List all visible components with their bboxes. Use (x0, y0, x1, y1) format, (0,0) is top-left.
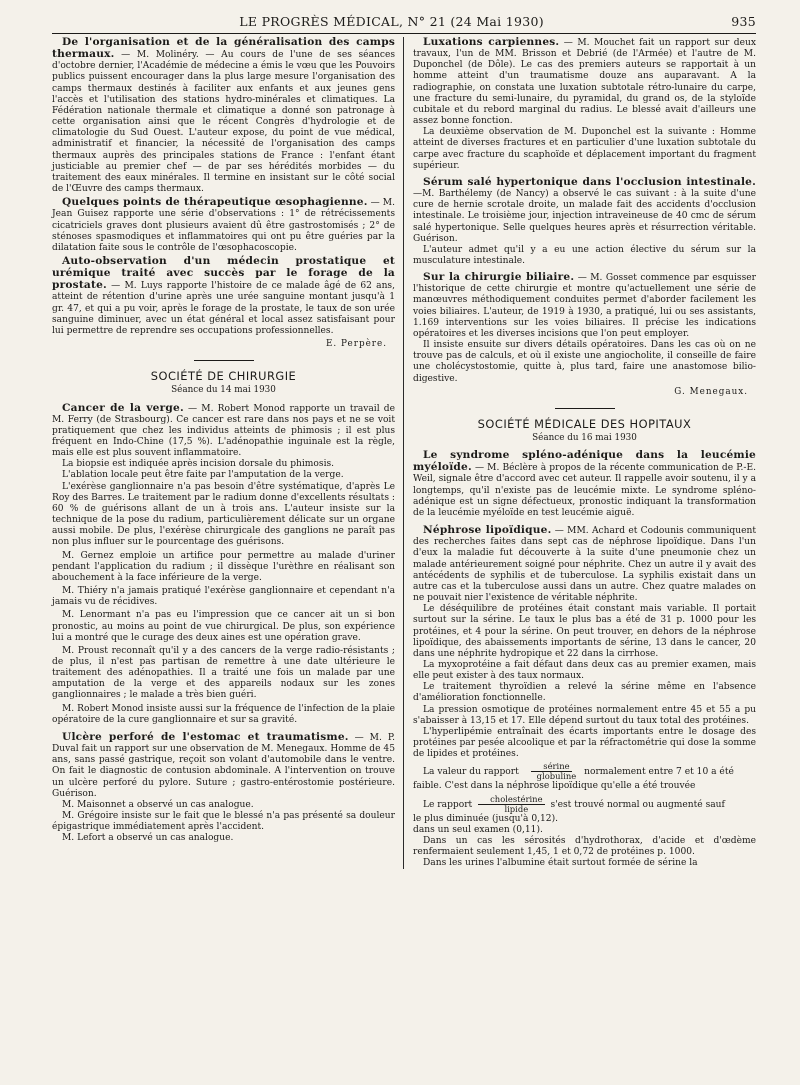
paragraph: M. Gernez emploie un artifice pour permettre au malade d'uriner pendant l'application du radium ; il dissèque l'urèthre en réalisant son abouchement à la face inférieure de la verge. (52, 550, 395, 583)
fraction-denominator: lipide (504, 803, 529, 814)
paragraph: Le traitement thyroïdien a relevé la sérine même en l'absence d'amélioration fonctionnelle. (413, 682, 756, 704)
fraction-denominator: globuline (536, 771, 577, 782)
paragraph: M. Lefort a observé un cas analogue. (62, 833, 234, 844)
left-column (52, 37, 403, 869)
article-perforated-ulcer (52, 732, 395, 800)
society-heading: SOCIÉTÉ DE CHIRURGIE (150, 369, 297, 384)
article-splenoadenic (413, 450, 756, 519)
society-heading: SOCIÉTÉ MÉDICALE DES HOPITAUX (477, 416, 692, 431)
paragraph: La myxoprotéine a fait défaut dans deux cas au premier examen, mais elle peut exister à des taux normaux. (413, 659, 756, 682)
paragraph: — M. P. Duval fait un rapport sur une observation de M. Menegaux. Homme de 45 ans, sans passé gastrique, reçoit son volant d'automobile dans le ventre. On fait le diagnostic de contusion abdominale. A l'intervention on trouve un ulcère perforé du pylore. Suture ; gastro-entérostomie postérieure. Guérison. (52, 732, 395, 799)
text-span: Le rapport (423, 799, 473, 810)
paragraph: Le déséquilibre de protéines était constant mais variable. Il portait surtout sur la sérine. Le taux le plus bas a été de 31 p. 1000 pour les protéines, et 4 pour la sérine. On peut trouver, en dehors de la néphrose lipoïdique, des abaissements importants de sérine, 13 dans le cancer, 20 dans une néphrite hydropique et 22 dans la cirrhose. (413, 604, 756, 659)
paragraph: —M. Barthélemy (de Nancy) a observé le cas suivant : à la suite d'une cure de hernie scrotale droite, un malade fait des accidents d'occlusion intestinale. Le troisième jour, injection intraveineuse de 40 cmc de sérum salé hypertonique. Selle quelques heures après et résurrection véritable. Guérison. (413, 189, 756, 244)
article-esophagus (52, 197, 395, 254)
paragraph: Il insiste ensuite sur divers détails opératoires. Dans les cas où on ne trouve pas de calculs, et où il existe une angiocholite, il conseille de faire une cholécystostomie, quitte à, plus tard, faire une anastomose bilio-digestive. (413, 340, 756, 384)
article-title: Sérum salé hypertonique dans l'occlusion intestinale. (423, 175, 756, 188)
ratio-sentence-1 (413, 762, 756, 781)
paragraph: le plus diminuée (jusqu'à 0,12). (413, 813, 559, 824)
fraction-cholesterine-lipide (478, 795, 544, 814)
paragraph: — M. Robert Monod rapporte un travail de M. Ferry (de Strasbourg). Ce cancer est rare dans nos pays et ne se voit pratiquement que chez les individus atteints de phimosis ; il est plus fréquent en Indo-Chine (17,5 %). L'adénopathie inguinale est la règle, mais elle est plus souvent inflammatoire. (52, 403, 395, 459)
paragraph: L'ablation locale peut être faite par l'amputation de la verge. (62, 470, 344, 481)
paragraph: — M. Molinéry. — Au cours de l'une de ses séances d'octobre dernier, l'Académie de médecine a émis le vœu que les Pouvoirs publics puissent encourager dans la plus large mesure l'organisation des camps thermaux destinés à faciliter aux enfants et aux jeunes gens l'accès et l'utilisation des stations hydro-minérales et climatiques. La Fédération nationale thermale et climatique a donné son patronage à cette organisation ainsi que le récent Congrès d'hydrologie et de climatologie du Sud Ouest. L'auteur expose, du point de vue médical, administratif et financier, la nécessité de l'organisation des camps thermaux auprès des principales stations de France : l'enfant étant justiciable au premier chef — de par ses hérédités morbides — du traitement des eaux minérales. Il termine en insistant sur le côté social de l'Œuvre des camps thermaux. (52, 50, 395, 195)
paragraph: L'hyperlipémie entraînait des écarts importants entre le dosage des protéines par pesée alcoolique et par la réfractométrie qui dose la somme de lipides et protéines. (413, 726, 756, 760)
signature: G. Menegaux. (674, 386, 748, 397)
article-penile-cancer (52, 403, 395, 460)
paragraph: La pression osmotique de protéines normalement entre 45 et 55 a pu s'abaisser à 13,15 et 17. Elle dépend surtout du taux total des protéines. (413, 704, 756, 726)
paragraph: L'exérèse ganglionnaire n'a pas besoin d'être systématique, d'après Le Roy des Barres. Le traitement par le radium donne d'excellents résultats : 60 % de guérisons allant de un à trois ans. L'auteur insiste sur la technique de la pose du radium, particulièrement délicate sur un organe aussi mobile. De plus, l'exérèse chirurgicale des ganglions ne paraît pas non plus influer sur le pourcentage des guérisons. (52, 481, 395, 548)
section-divider (194, 360, 254, 361)
article-thermal-camps (52, 37, 395, 195)
paragraph: — M. Jean Guisez rapporte une série d'observations : 1° de rétrécissements cicatriciels graves dont plusieurs avaient dû être gastrostomisés ; 2° de sténoses spasmodiques et inflammatoires qui ont pu être guéries par la dilatation faite sous le contrôle de l'œsophacoscopie. (52, 198, 395, 253)
article-title: Auto-observation d'un médecin prostatique et urémique traité avec succès par le forage de la prostate. (52, 254, 395, 292)
article-biliary-surgery (413, 272, 756, 340)
session-date: Séance du 14 mai 1930 (171, 385, 276, 396)
signature: E. Perpère. (326, 339, 387, 350)
article-lipoid-nephrosis (413, 525, 756, 604)
paragraph: — M. Mouchet fait un rapport sur deux travaux, l'un de MM. Brisson et Debrié (de l'Armée) et l'autre de M. Duponchel (de Dôle). Le cas des premiers auteurs se rapportait à un homme atteint d'un traumatisme douze ans auparavant. A la radiographie, on constata une luxation subtotale rétro-lunaire du carpe, une fracture du semi-lunaire, du pyramidal, du grand os, de la styloïde cubitale et du rebord marginal du radius. Le blessé avait d'ailleurs une assez bonne fonction. (413, 38, 756, 127)
article-title: Luxations carpiennes. (423, 36, 560, 48)
paragraph: — M. Béclère à propos de la récente communication de P.-E. Weil, signale être d'accord avec cet auteur. Il rappelle avoir soutenu, il y a longtemps, qu'il n'existe pas de leucémie mixte. Le syndrome spléno-adénique est un signe défectueux, pronostic indiquant la transformation de la leucémie myéloïde en test leucémie aiguë. (413, 463, 756, 518)
paragraph: faible. C'est dans la néphrose lipoïdique qu'elle a été trouvée (413, 781, 696, 792)
article-prostate (52, 256, 395, 337)
two-columns (52, 37, 756, 869)
paragraph: — MM. Achard et Codounis communiquent des recherches faites dans sept cas de néphrose lipoïdique. Dans l'un d'eux la maladie fut découverte à la suite d'une pneumonie chez un malade antérieurement soigné pour néphrite. Chez un autre il y avait des antécédents de syphilis et de tuberculose. La syphilis existait dans un autre cas et la tuberculose aussi dans un autre. Chez quatre malades on ne pouvait nier l'existence de véritable néphrite. (413, 526, 756, 604)
paragraph: — M. Luys rapporte l'histoire de ce malade âgé de 62 ans, atteint de rétention d'urine après une urée sanguine montant jusqu'à 1 gr. 47, et qui a pu voir, après le forage de la prostate, le taux de son urée sanguine diminuer, avec un état général et local assez satisfaisant pour lui permettre de reprendre ses occupations professionnelles. (52, 281, 395, 336)
paragraph: — M. Gosset commence par esquisser l'historique de cette chirurgie et montre qu'actuellement une série de manœuvres méthodiquement conduites permet d'aborder facilement les voies biliaires. L'auteur, de 1919 à 1930, a pratiqué, lui ou ses assistants, 1.169 interventions sur les voies biliaires. Il précise les indications opératoires et les diverses incisions que l'on peut employer. (413, 273, 756, 339)
right-column (403, 37, 756, 869)
article-title: Sur la chirurgie biliaire. (423, 271, 575, 284)
text-span: normalement entre 7 et 10 a été (584, 767, 734, 778)
paragraph: L'auteur admet qu'il y a eu une action élective du sérum sur la musculature intestinale. (413, 244, 756, 266)
fraction-serine-globuline (525, 762, 579, 781)
text-span: s'est trouvé normal ou augmenté sauf (550, 799, 725, 810)
ratio-sentence-2 (413, 795, 756, 814)
paragraph: La biopsie est indiquée après incision dorsale du phimosis. (62, 459, 335, 470)
article-title: De l'organisation et de la généralisation des camps thermaux. (52, 36, 395, 61)
fraction-numerator: sérine (531, 762, 571, 772)
paragraph: M. Grégoire insiste sur le fait que le blessé n'a pas présenté sa douleur épigastrique immédiatement après l'accident. (52, 811, 395, 833)
paragraph: dans un seul examen (0,11). (413, 824, 543, 835)
article-title: Le syndrome spléno-adénique dans la leucémie myéloïde. (413, 449, 756, 474)
paragraph: Dans un cas les sérosités d'hydrothorax, d'acide et d'œdème renfermaient seulement 1,45, 1 et 0,72 de protéines p. 1000. (413, 835, 756, 857)
session-date: Séance du 16 mai 1930 (532, 433, 637, 443)
article-carpal-luxations (413, 37, 756, 127)
header-rule (52, 33, 756, 34)
paragraph: M. Proust reconnaît qu'il y a des cancers de la verge radio-résistants ; de plus, il n'est pas partisan de remettre à une date ultérieure le traitement des adénopathies. Il a traité une fois un malade par une amputation de la verge et des appareils nodaux sur les zones ganglionnaires ; le malade a très bien guéri. (52, 645, 395, 701)
article-title: Cancer de la verge. (62, 401, 184, 414)
paragraph: M. Robert Monod insiste aussi sur la fréquence de l'infection de la plaie opératoire de la cure ganglionnaire et sur sa gravité. (52, 703, 395, 725)
article-hypertonic-serum (413, 177, 756, 245)
paragraph: M. Maisonnet a observé un cas analogue. (62, 799, 254, 810)
article-title: Quelques points de thérapeutique œsophagienne. (62, 196, 368, 209)
section-divider (555, 408, 615, 409)
article-title: Néphrose lipoïdique. (423, 524, 552, 537)
page-number: 935 (731, 14, 756, 29)
fraction-numerator: cholestérine (478, 795, 544, 805)
journal-title: LE PROGRÈS MÉDICAL, N° 21 (24 Mai 1930) (239, 14, 544, 29)
paragraph: M. Lenormant n'a pas eu l'impression que ce cancer ait un si bon pronostic, au moins au point de vue chirurgical. De plus, son expérience lui a montré que le curage des deux aines est une opération grave. (52, 610, 395, 643)
article-title: Ulcère perforé de l'estomac et traumatisme. (62, 730, 349, 743)
paragraph: M. Thiéry n'a jamais pratiqué l'exérèse ganglionnaire et cependant n'a jamais vu de récidives. (52, 586, 395, 608)
paragraph: Dans les urines l'albumine était surtout formée de sérine la (423, 858, 698, 869)
running-header (52, 14, 756, 29)
text-span: La valeur du rapport (423, 767, 519, 778)
paragraph: La deuxième observation de M. Duponchel est la suivante : Homme atteint de diverses fractures et en particulier d'une luxation subtotale du carpe avec fracture du scaphoïde et déplacement important du fragment supérieur. (413, 127, 756, 171)
